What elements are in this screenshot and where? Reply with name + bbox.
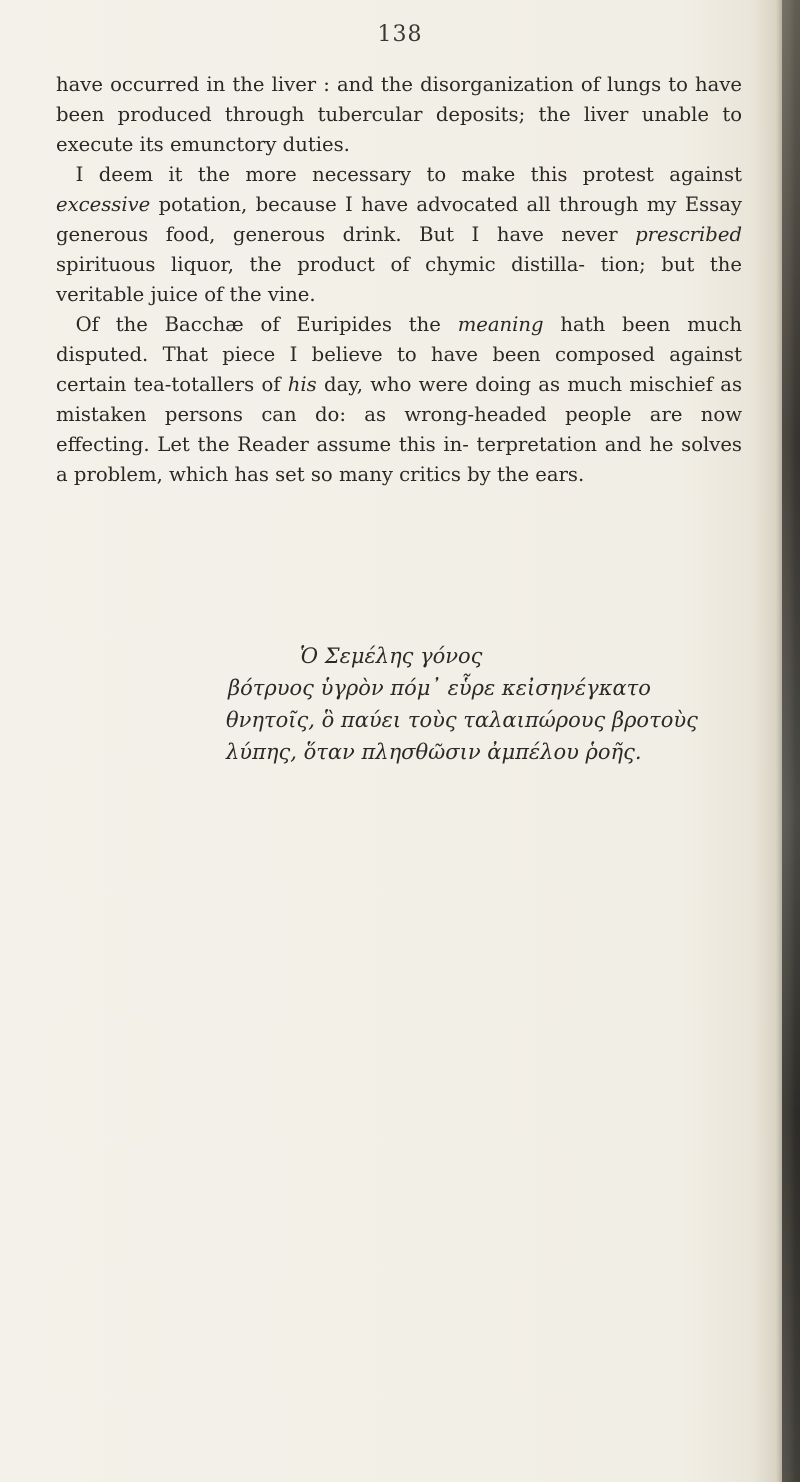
text-run: potation, because I have advocated all through my Essay generous food, generous drink. But I have never xyxy=(56,193,742,246)
text-run: I deem it the more necessary to make this protest against xyxy=(75,163,742,186)
page-number: 138 xyxy=(377,22,423,47)
quote-line: λύπης, ὅταν πλησθῶσιν ἀμπέλου ῥοῆς. xyxy=(226,740,642,764)
text-run: spirituous liquor, the product of chymic distilla- tion; but the veritable juice of the vine. xyxy=(56,253,742,306)
paragraph-1: have occurred in the liver : and the disorganization of lungs to have been produced through tubercular deposits; the liver unable to execute its emunctory duties. xyxy=(56,73,742,156)
text-run: hath been much disputed. That piece I believe to have been composed against certain tea-totallers of xyxy=(56,313,742,396)
body-text xyxy=(56,70,742,490)
text-run: day, who were doing as much mischief as mistaken persons can do: as wrong-headed people are now effecting. Let the Reader assume this in- terpretation and he solves a problem, which has set so many critics by the ears. xyxy=(56,373,742,486)
emphasis: prescribed xyxy=(635,223,742,246)
emphasis: meaning xyxy=(457,313,544,336)
emphasis: excessive xyxy=(56,193,151,216)
greek-quotation xyxy=(0,640,800,768)
quote-line: βότρυος ὑγρὸν πόμ᾽ εὗρε κεἰσηνέγκατο xyxy=(228,676,651,700)
paragraph-2 xyxy=(56,160,742,310)
quote-line: Ὁ Σεμέλης γόνος xyxy=(300,644,483,668)
emphasis: his xyxy=(287,373,317,396)
text-run: Of the Bacchæ of Euripides the xyxy=(75,313,458,336)
quote-line: θνητοῖς, ὃ παύει τοὺς ταλαιπώρους βροτοὺς xyxy=(226,708,698,732)
paragraph-3 xyxy=(56,310,742,490)
